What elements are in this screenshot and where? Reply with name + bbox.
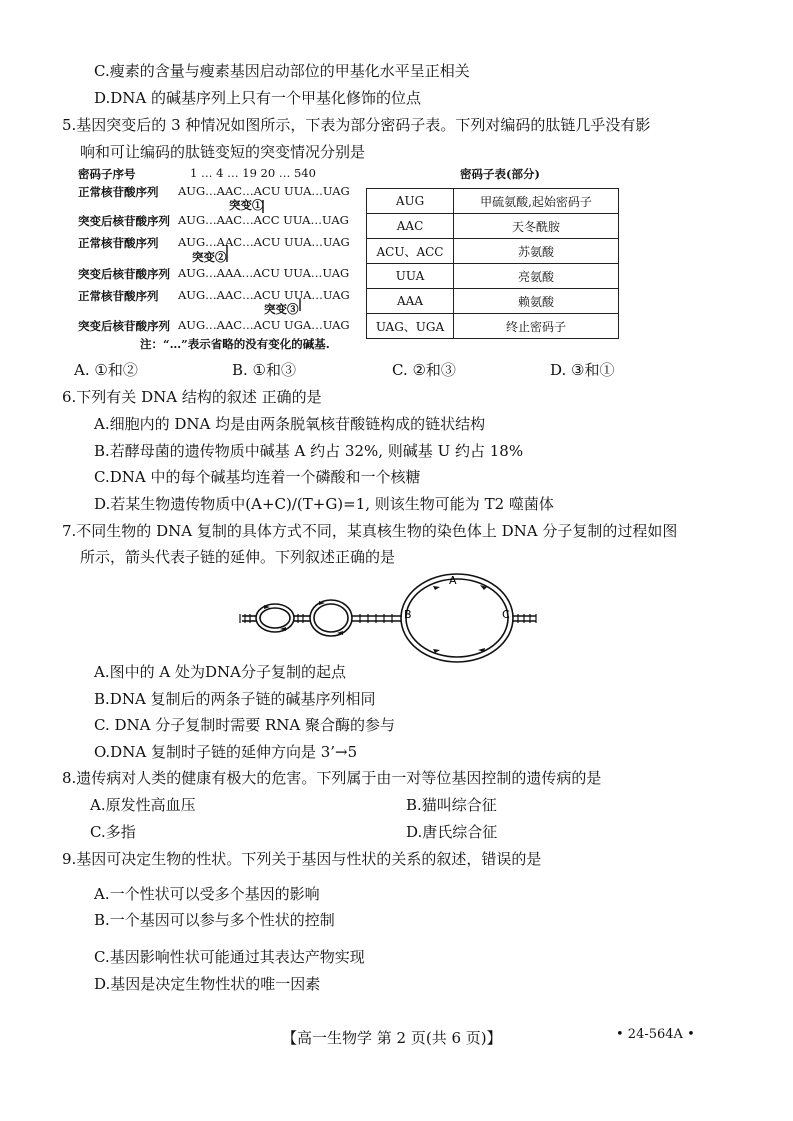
q9-stem: 9.基因可决定生物的性状。下列关于基因与性状的关系的叙述，错误的是 [62, 850, 542, 868]
page-code: • 24-564A • [616, 1027, 695, 1042]
seq-row-label: 突变后核苷酸序列 [78, 319, 170, 333]
q7-stem-line1: 7.不同生物的 DNA 复制的具体方式不同，某真核生物的染色体上 DNA 分子复制的过程如图 [62, 522, 678, 540]
dna-replication-diagram [0, 570, 793, 670]
mutation-2-label: 突变② [192, 250, 227, 264]
q5-option-b[interactable]: B. ①和③ [232, 361, 297, 379]
codon-cell: AAC [367, 214, 454, 239]
seq-row-label: 突变后核苷酸序列 [78, 214, 170, 228]
q8-stem: 8.遗传病对人类的健康有极大的危害。下列属于由一对等位基因控制的遗传病的是 [62, 769, 602, 787]
amino-acid-cell: 甲硫氨酸,起始密码子 [454, 189, 619, 214]
q9-option-b[interactable]: B.一个基因可以参与多个性状的控制 [94, 911, 335, 929]
codon-position-label: 密码子序号 [78, 167, 136, 181]
figure-note: 注：“…”表示省略的没有变化的碱基. [140, 337, 330, 351]
seq-row-value: AUG…AAC…ACU UUA…UAG [178, 288, 350, 302]
label-c: C [502, 608, 510, 621]
amino-acid-cell: 天冬酰胺 [454, 214, 619, 239]
codon-cell: AAA [367, 289, 454, 314]
codon-cell: ACU、ACC [367, 239, 454, 264]
table-row [367, 189, 619, 214]
codon-position-values: 1 … 4 … 19 20 … 540 [190, 166, 316, 180]
q7-option-d[interactable]: O.DNA 复制时子链的延伸方向是 3’→5 [94, 743, 358, 761]
q5-option-d[interactable]: D. ③和① [550, 361, 615, 379]
q8-option-a[interactable]: A.原发性高血压 [90, 796, 196, 814]
q9-option-d[interactable]: D.基因是决定生物性状的唯一因素 [94, 975, 321, 993]
q5-stem-line1: 5.基因突变后的 3 种情况如图所示，下表为部分密码子表。下列对编码的肽链几乎没有影 [62, 116, 651, 134]
amino-acid-cell: 终止密码子 [454, 314, 619, 339]
q6-option-a[interactable]: A.细胞内的 DNA 均是由两条脱氧核苷酸链构成的链状结构 [94, 415, 486, 433]
q7-option-c[interactable]: C. DNA 分子复制时需要 RNA 聚合酶的参与 [94, 716, 396, 734]
seq-row-value: AUG…AAA…ACU UUA…UAG [178, 266, 350, 280]
q6-option-c[interactable]: C.DNA 中的每个碱基均连着一个磷酸和一个核糖 [94, 468, 421, 486]
codon-cell: UUA [367, 264, 454, 289]
page-footer-label: 【高一生物学 第 2 页(共 6 页)】 [282, 1029, 502, 1047]
table-row [367, 289, 619, 314]
seq-row-value: AUG…AAC…ACU UGA…UAG [178, 318, 350, 332]
q4-option-c: C.瘦素的含量与瘦素基因启动部位的甲基化水平呈正相关 [94, 62, 470, 80]
q8-option-b[interactable]: B.猫叫综合征 [406, 796, 497, 814]
label-b: B [404, 608, 412, 621]
amino-acid-cell: 苏氨酸 [454, 239, 619, 264]
amino-acid-cell: 亮氨酸 [454, 264, 619, 289]
seq-row-value: AUG…AAC…ACC UUA…UAG [178, 213, 349, 227]
q6-option-d[interactable]: D.若某生物遗传物质中(A+C)/(T+G)=1, 则该生物可能为 T2 噬菌体 [94, 495, 554, 513]
table-row [367, 264, 619, 289]
q6-stem: 6.下列有关 DNA 结构的叙述 正确的是 [62, 388, 322, 406]
table-row [367, 239, 619, 264]
q8-option-d[interactable]: D.唐氏综合征 [406, 823, 498, 841]
q4-option-d: D.DNA 的碱基序列上只有一个甲基化修饰的位点 [94, 89, 422, 107]
seq-row-value: AUG…AAC…ACU UUA…UAG [178, 184, 350, 198]
seq-row-label: 正常核苷酸序列 [78, 236, 159, 250]
q7-option-a[interactable]: A.图中的 A 处为DNA分子复制的起点 [94, 663, 346, 681]
codon-cell: AUG [367, 189, 454, 214]
q9-option-a[interactable]: A.一个性状可以受多个基因的影响 [94, 885, 320, 903]
seq-row-label: 正常核苷酸序列 [78, 185, 159, 199]
mutation-1-label: 突变① [229, 198, 264, 212]
amino-acid-cell: 赖氨酸 [454, 289, 619, 314]
q5-option-c[interactable]: C. ②和③ [392, 361, 456, 379]
table-row [367, 314, 619, 339]
q7-stem-line2: 所示，箭头代表子链的延伸。下列叙述正确的是 [80, 548, 396, 566]
q6-option-b[interactable]: B.若酵母菌的遗传物质中碱基 A 约占 32%, 则碱基 U 约占 18% [94, 442, 524, 460]
table-row [367, 214, 619, 239]
q7-option-b[interactable]: B.DNA 复制后的两条子链的碱基序列相同 [94, 690, 376, 708]
mutation-3-label: 突变③ [264, 302, 299, 316]
codon-table [366, 188, 619, 339]
seq-row-value: AUG…AAC…ACU UUA…UAG [178, 235, 350, 249]
q5-option-a[interactable]: A. ①和② [74, 361, 138, 379]
q9-option-c[interactable]: C.基因影响性状可能通过其表达产物实现 [94, 948, 365, 966]
label-a: A [449, 574, 457, 587]
codon-table-title: 密码子表(部分) [460, 167, 540, 181]
seq-row-label: 正常核苷酸序列 [78, 289, 159, 303]
seq-row-label: 突变后核苷酸序列 [78, 267, 170, 281]
codon-cell: UAG、UGA [367, 314, 454, 339]
q5-stem-line2: 响和可让编码的肽链变短的突变情况分别是 [80, 143, 366, 161]
q8-option-c[interactable]: C.多指 [90, 823, 136, 841]
